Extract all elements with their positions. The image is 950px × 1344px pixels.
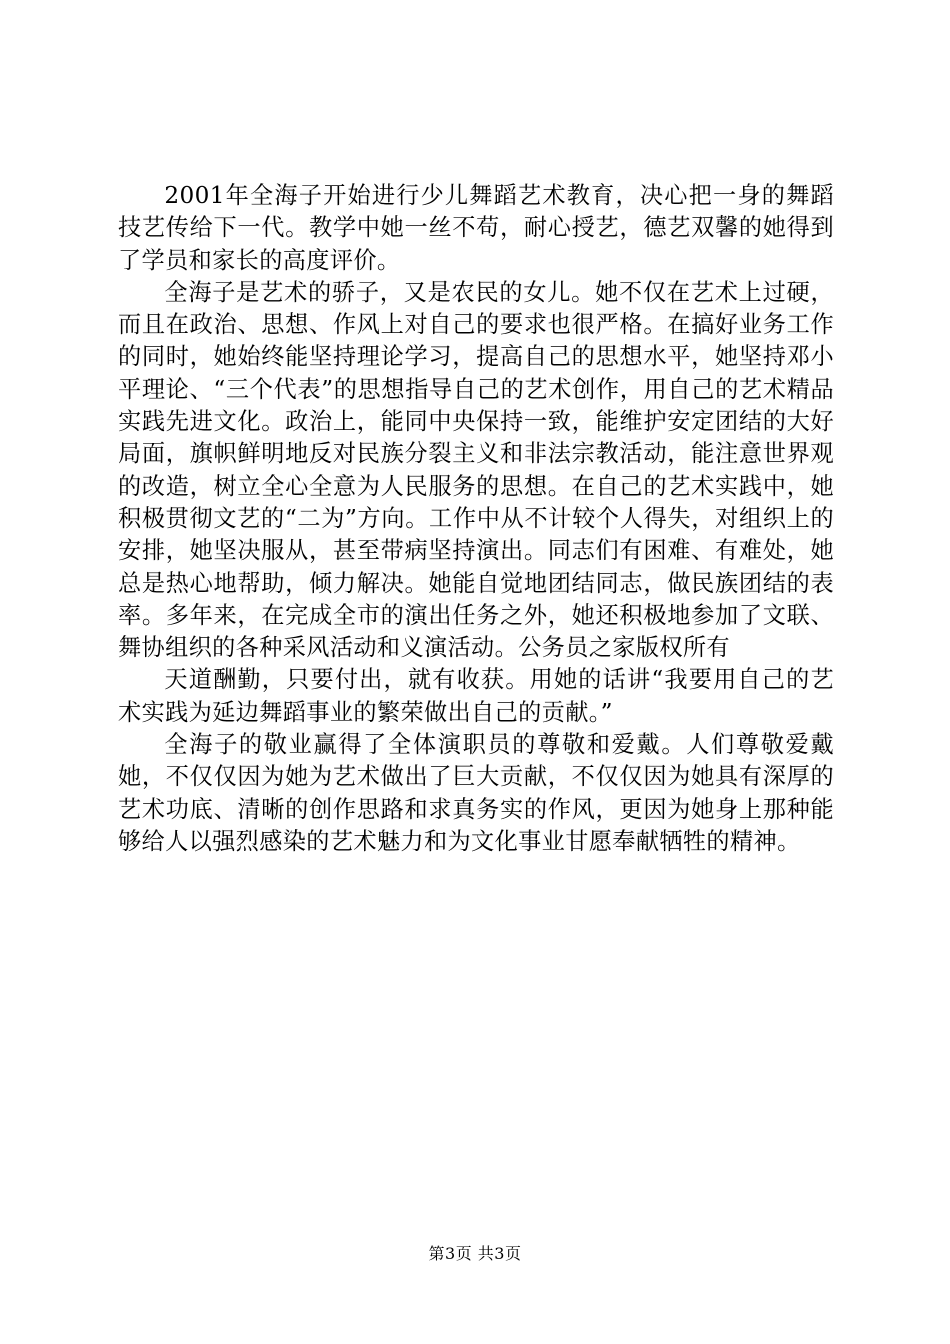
paragraph-teaching: 2001年全海子开始进行少儿舞蹈艺术教育，决心把一身的舞蹈技艺传给下一代。教学中她一丝不苟，耐心授艺，德艺双馨的她得到了学员和家长的高度评价。 (118, 182, 834, 274)
paragraph-respect: 全海子的敬业赢得了全体演职员的尊敬和爱戴。人们尊敬爱戴她，不仅仅因为她为艺术做出了巨大贡献，不仅仅因为她具有深厚的艺术功底、清晰的创作思路和求真务实的作风，更因为她身上那种能够给人以强烈感染的艺术魅力和为文化事业甘愿奉献牺牲的精神。 (118, 731, 834, 855)
paragraph-diligence: 天道酬勤，只要付出，就有收获。用她的话讲“我要用自己的艺术实践为延边舞蹈事业的繁荣做出自己的贡献。” (118, 666, 834, 726)
page-footer: 第3页 共3页 (428, 1244, 522, 1263)
paragraph-character: 全海子是艺术的骄子，又是农民的女儿。她不仅在艺术上过硬，而且在政治、思想、作风上对自己的要求也很严格。在搞好业务工作的同时，她始终能坚持理论学习，提高自己的思想水平，她坚持邓小平理论、“三个代表”的思想指导自己的艺术创作，用自己的艺术精品实践先进文化。政治上，能同中央保持一致，能维护安定团结的大好局面，旗帜鲜明地反对民族分裂主义和非法宗教活动，能注意世界观的改造，树立全心全意为人民服务的思想。在自己的艺术实践中，她积极贯彻文艺的“二为”方向。工作中从不计较个人得失，对组织上的安排，她坚决服从，甚至带病坚持演出。同志们有困难、有难处，她总是热心地帮助，倾力解决。她能自觉地团结同志，做民族团结的表率。多年来，在完成全市的演出任务之外，她还积极地参加了文联、舞协组织的各种采风活动和义演活动。公务员之家版权所有 (118, 278, 834, 662)
document-body (118, 180, 834, 858)
